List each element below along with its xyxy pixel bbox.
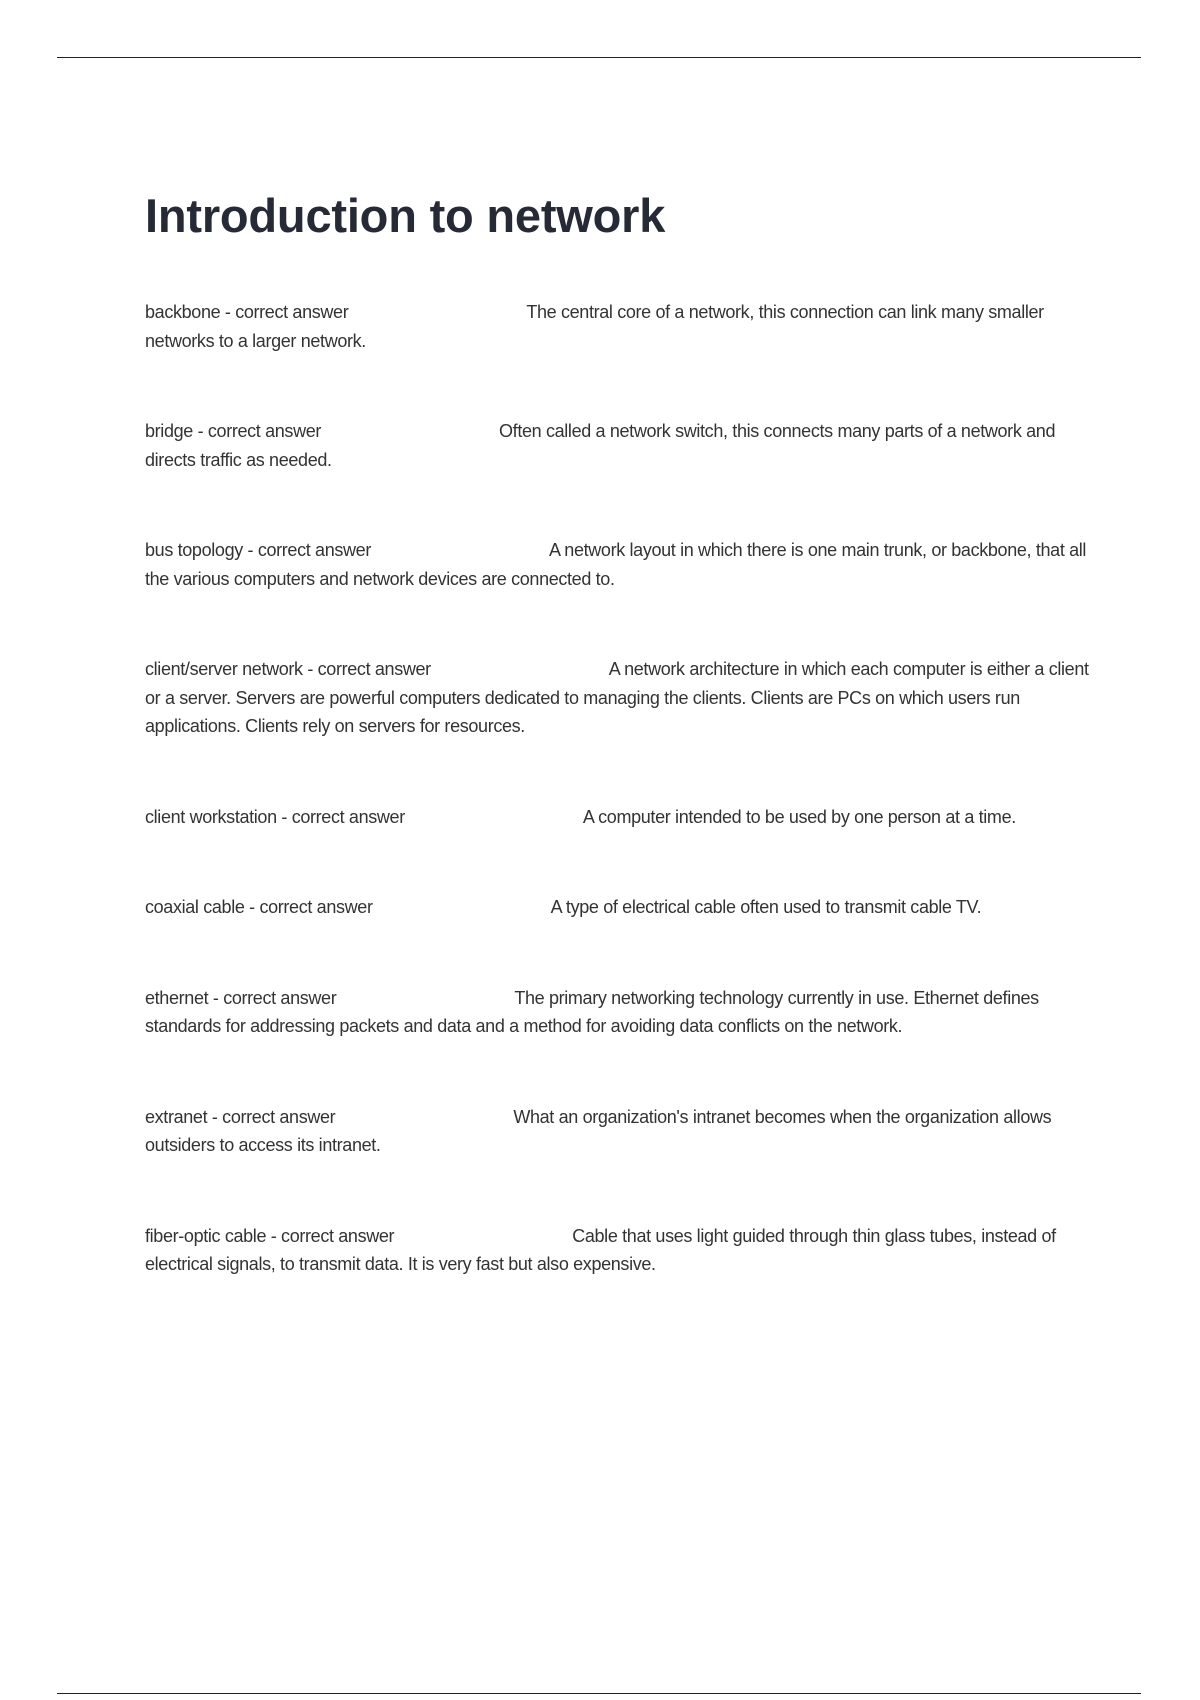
entry-term: backbone - correct answer xyxy=(145,302,349,322)
glossary-entry xyxy=(145,417,1095,474)
entry-definition: A network architecture in which each computer is either a client or a server. Servers are powerful computers dedicated to managing the clients. Clients are PCs on which users run applications. Clients rely on servers for resources. xyxy=(145,659,1089,736)
entry-definition: The central core of a network, this connection can link many smaller networks to a larger network. xyxy=(145,302,1044,351)
entry-definition: A computer intended to be used by one person at a time. xyxy=(582,806,1016,827)
entry-definition: A type of electrical cable often used to transmit cable TV. xyxy=(550,897,982,917)
entry-term: ethernet - correct answer xyxy=(145,987,337,1008)
entry-definition: A network layout in which there is one main trunk, or backbone, that all the various computers and network devices are connected to. xyxy=(145,540,1087,589)
entry-definition: The primary networking technology currently in use. Ethernet defines standards for addressing packets and data and a method for avoiding data conflicts on the network. xyxy=(145,987,1039,1036)
glossary-entry xyxy=(145,984,1095,1041)
glossary-list xyxy=(145,298,1095,1341)
entry-term: extranet - correct answer xyxy=(145,1106,336,1127)
entry-term: coaxial cable - correct answer xyxy=(145,897,373,917)
glossary-entry xyxy=(145,893,1095,922)
header-rule xyxy=(57,57,1141,58)
entry-term: bus topology - correct answer xyxy=(145,540,371,560)
entry-definition: What an organization's intranet becomes when the organization allows outsiders to access its intranet. xyxy=(145,1106,1052,1155)
entry-definition: Cable that uses light guided through thin glass tubes, instead of electrical signals, to transmit data. It is very fast but also expensive. xyxy=(145,1225,1056,1274)
glossary-entry xyxy=(145,536,1095,593)
glossary-entry xyxy=(145,1222,1095,1279)
glossary-entry xyxy=(145,655,1095,741)
entry-term: bridge - correct answer xyxy=(145,421,322,441)
entry-term: client workstation - correct answer xyxy=(145,806,405,827)
glossary-entry xyxy=(145,298,1095,355)
entry-definition: Often called a network switch, this connects many parts of a network and directs traffic as needed. xyxy=(145,421,1056,470)
entry-term: fiber-optic cable - correct answer xyxy=(145,1225,395,1246)
entry-term: client/server network - correct answer xyxy=(145,659,431,679)
page-title: Introduction to network xyxy=(145,189,666,242)
glossary-entry xyxy=(145,803,1095,832)
glossary-entry xyxy=(145,1103,1095,1160)
footer-rule xyxy=(57,1693,1141,1694)
